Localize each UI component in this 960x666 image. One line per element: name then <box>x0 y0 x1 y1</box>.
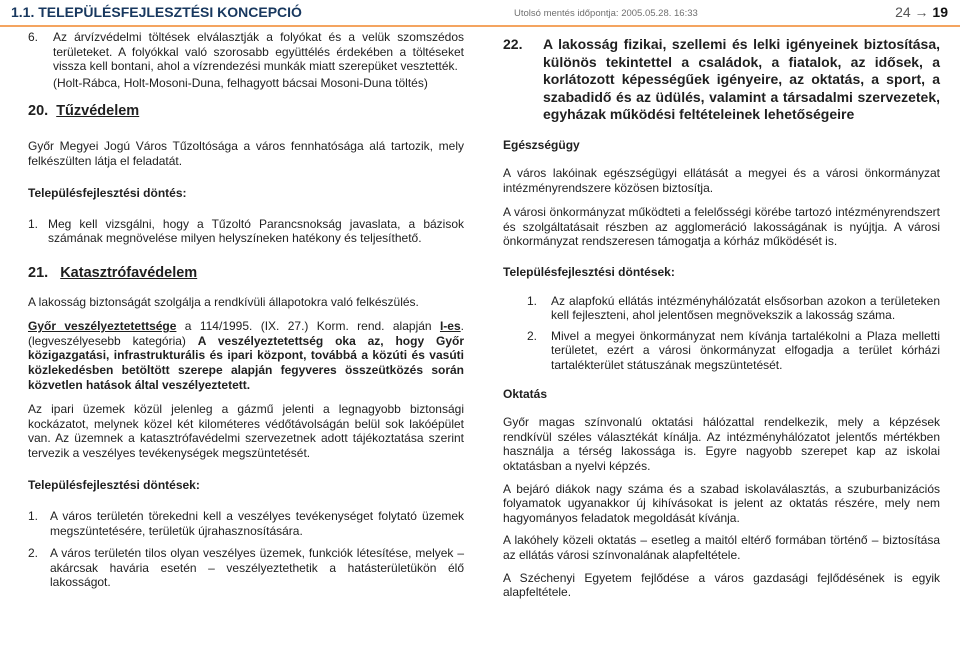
item-text: Mivel a megyei önkormányzat nem kívánja tartalékolni a Plaza melletti területet, ezért a városi önkormányzat elfogadja a terület kórházi tartalékterület státuszának megszüntetését. <box>551 328 940 373</box>
section-heading-education: Oktatás <box>503 386 548 401</box>
decision-heading: Településfejlesztési döntés: <box>28 186 187 201</box>
document-title: 1.1. TELEPÜLÉSFEJLESZTÉSI KONCEPCIÓ <box>11 4 302 20</box>
item-text: Az alapfokú ellátás intézményhálózatát elsősorban azokon a területeken kell fejleszteni, ahol jelentősen megnövekszik a lakosság száma. <box>551 293 940 323</box>
list-item-22 <box>503 36 940 124</box>
item-text: A lakosság fizikai, szellemi és lelki igényeinek biztosítása, különös tekintettel a családok, a fiatalok, az idősek, a korlátozott képességűek igényeire, az oktatás, a sport, a szabadidő és az üdülés, valamint a társadalmi szervezetek, egyházak működési feltételeinek lehetőségeire <box>543 36 940 122</box>
disaster-paragraph-1: A lakosság biztonságát szolgálja a rendkívüli állapotokra való felkészülés. <box>28 294 419 309</box>
education-paragraph-1: Győr magas színvonalú oktatási hálózattal rendelkezik, mely a képzések rendkívül széles választékát kínálja. Az intézményhálózatot jelentős mértékben használja a térség lakossága is. Egyre nagyobb szerepet kap az iskolai oktatásban a nyelvi képzés. <box>503 415 940 473</box>
section-number: 20. <box>28 103 49 120</box>
risk-statement: A veszélyeztetettség oka az, hogy Győr közigazgatási, infrastrukturális és ipari központ, továbbá a közúti és vasúti közlekedésben betöltött szerepe alapján fegyveres összeütközés során közvetlen hatások által veszélyeztetett. <box>28 333 464 392</box>
health-paragraph-2: A városi önkormányzat működteti a felelősségi körébe tartozó intézményrendszert és szolgáltatásait részben az agglomeráció lakosságának is nyújtja. A városi önkormányzat rendszeresen támogatja a kórház működését is. <box>503 205 940 249</box>
item-number: 1. <box>527 293 538 308</box>
item-number: 2. <box>527 328 538 343</box>
item-text: Az árvízvédelmi töltések elválasztják a folyókat és a velük szomszédos területeket. A folyókkal való szorosabb együttélés érdekében a töltéseket vissza kell bontani, ahol a vízrendezési munkák miatt szerepüket vesztették. <box>53 30 464 74</box>
disaster-paragraph-2 <box>28 319 464 392</box>
item-text: A város területén tilos olyan veszélyes üzemek, funkciók létesítése, melyek – akárcsak havária esetén – veszélyeztethetik a hatásterületükön élő lakosságot. <box>50 546 464 590</box>
category-note: . (legveszélyesebb kategória) <box>28 319 464 348</box>
section-number: 21. <box>28 264 49 281</box>
emphasis-text: Győr veszélyeztetettsége <box>28 319 177 334</box>
firefighting-paragraph: Győr Megyei Jogú Város Tűzoltósága a város fennhatósága alá tartozik, mely felkészülten látja el feladatát. <box>28 138 464 168</box>
header-divider <box>0 25 960 27</box>
list-item-6 <box>28 30 464 90</box>
decision-item <box>503 294 940 323</box>
page-numbers <box>895 4 948 20</box>
education-paragraph-3: A lakóhely közeli oktatás – esetleg a maitól eltérő formában történő – biztosítása az ellátás városi színvonalának alapfeltétele. <box>503 533 940 562</box>
decision-heading: Településfejlesztési döntések: <box>28 478 200 493</box>
health-paragraph-1: A város lakóinak egészségügyi ellátását a megyei és a városi önkormányzat intézményrendszere közösen biztosítja. <box>503 166 940 195</box>
last-saved-note: Utolsó mentés időpontja: 2005.05.28. 16:33 <box>514 8 698 19</box>
disaster-paragraph-3: Az ipari üzemek közül jelenleg a gázmű jelenti a legnagyobb biztonsági kockázatot, melynek közel két kilométeres védőtávolságán belül sok lakóépület van. Az üzemnek a katasztrófavédelmi szervezetnek adott tájékoztatása szerint tervezik a veszélyes tevékenységek megszüntetését. <box>28 402 464 460</box>
decision-heading: Településfejlesztési döntések: <box>503 265 675 280</box>
item-text: A város területén törekedni kell a veszélyes tevékenységet folytató üzemek megszüntetésére, területük újrahasznosítására. <box>50 509 464 538</box>
section-heading-firefighting <box>28 104 464 119</box>
item-note: (Holt-Rábca, Holt-Mosoni-Duna, felhagyott bácsai Mosoni-Duna töltés) <box>53 75 428 90</box>
decision-item <box>503 329 940 373</box>
section-title: Katasztrófavédelem <box>60 264 198 281</box>
item-number: 1. <box>28 509 39 524</box>
page-from: 24 <box>895 4 911 20</box>
decision-item <box>28 546 464 590</box>
item-number: 22. <box>503 36 523 52</box>
section-heading-disaster <box>28 266 464 281</box>
decision-item <box>28 509 464 538</box>
regulation-text: a 114/1995. (IX. 27.) Korm. rend. alapján <box>176 319 440 334</box>
section-heading-health: Egészségügy <box>503 137 580 152</box>
page-header <box>0 0 960 26</box>
item-number: 6. <box>28 30 39 44</box>
decision-item <box>28 217 464 246</box>
page-to: 19 <box>932 4 948 20</box>
category-text: I-es <box>439 319 461 334</box>
education-paragraph-4: A Széchenyi Egyetem fejlődése a város gazdasági fejlődésének is egyik alapfeltétele. <box>503 570 940 600</box>
right-column <box>503 30 940 600</box>
left-column <box>28 30 464 590</box>
item-text: Meg kell vizsgálni, hogy a Tűzoltó Parancsnokság javaslata, a bázisok számának megnövelése milyen helyszíneken hatékony és teljesíthető. <box>48 216 464 246</box>
item-number: 2. <box>28 546 39 561</box>
section-title: Tűzvédelem <box>56 103 140 120</box>
education-paragraph-2: A bejáró diákok nagy száma és a szabad iskolaválasztás, a szuburbanizációs folyamatok ugyanakkor új kihívásokat is jelent az oktatás részére, mely nem hagyományos feladatok megoldását kívánja. <box>503 481 940 525</box>
item-number: 1. <box>28 216 39 231</box>
arrow-icon: → <box>914 4 929 20</box>
